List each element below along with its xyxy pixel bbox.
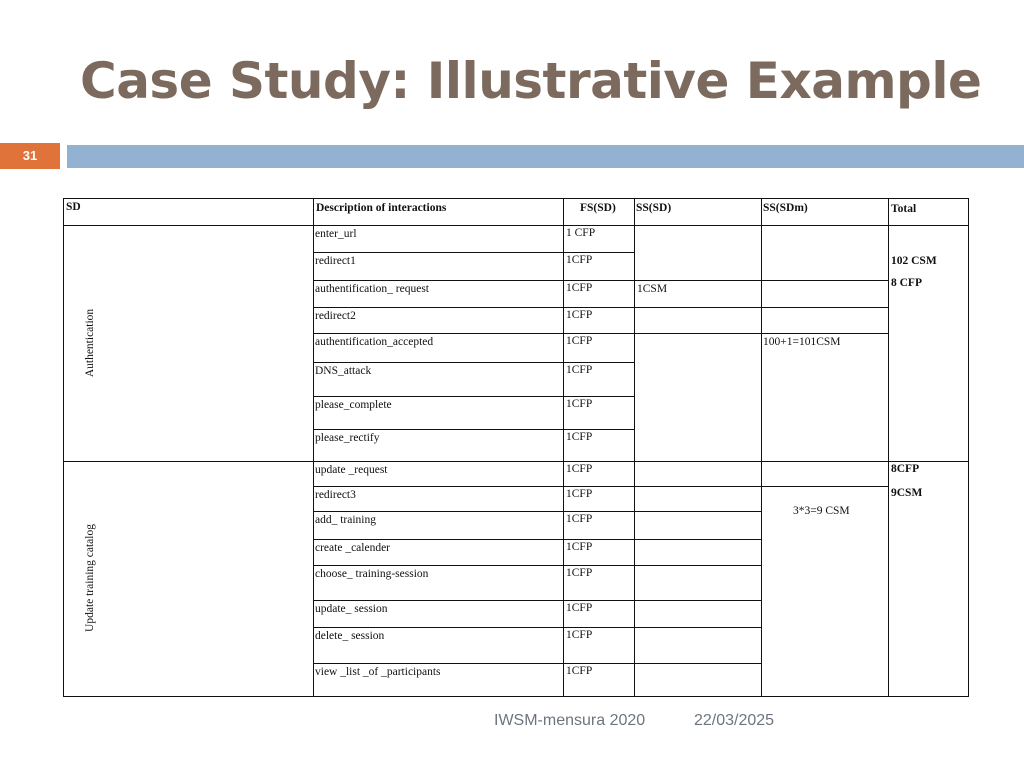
- row-rule: [313, 333, 635, 334]
- header-fs: FS(SD): [580, 202, 616, 214]
- row-fs-value: 1CFP: [566, 488, 593, 500]
- desc-column-rule: [313, 198, 314, 697]
- row-fs-value: 1CFP: [566, 567, 593, 579]
- row-description: enter_url: [315, 228, 357, 240]
- row-rule: [313, 307, 635, 308]
- row-rule: [313, 663, 762, 664]
- group-ssm-value: 3*3=9 CSM: [793, 505, 850, 517]
- group-label-update-training-catalog: Update training catalog: [84, 524, 96, 632]
- footer-conference: IWSM-mensura 2020: [494, 712, 646, 729]
- ss-column-rule: [634, 198, 635, 697]
- row-description: redirect3: [315, 489, 356, 501]
- row-fs-value: 1CFP: [566, 665, 593, 677]
- group-separator-rule: [63, 461, 969, 462]
- table-bottom-border: [63, 696, 969, 697]
- row-rule: [313, 511, 762, 512]
- table-top-border: [63, 198, 969, 199]
- row-fs-value: 1CFP: [566, 398, 593, 410]
- fs-column-rule: [563, 198, 564, 697]
- row-fs-value: 1CFP: [566, 309, 593, 321]
- header-description: Description of interactions: [316, 202, 447, 214]
- row-fs-value: 1CFP: [566, 629, 593, 641]
- row-fs-value: 1CFP: [566, 254, 593, 266]
- header-bottom-rule: [63, 225, 969, 226]
- row-description: redirect2: [315, 310, 356, 322]
- row-description: redirect1: [315, 255, 356, 267]
- row-rule: [313, 539, 762, 540]
- header-ss: SS(SD): [636, 202, 672, 214]
- group-ssm-value: 100+1=101CSM: [763, 336, 841, 348]
- header-total: Total: [891, 203, 917, 215]
- row-description: please_rectify: [315, 432, 380, 444]
- row-fs-value: 1CFP: [566, 602, 593, 614]
- group-total-csm: 102 CSM: [891, 255, 937, 267]
- row-description: update _request: [315, 464, 388, 476]
- row-rule: [761, 333, 889, 334]
- table-left-border: [63, 198, 64, 697]
- row-rule: [313, 280, 635, 281]
- slide-title: Case Study: Illustrative Example: [80, 52, 982, 110]
- row-rule: [313, 252, 635, 253]
- row-fs-value: 1CFP: [566, 335, 593, 347]
- row-rule: [313, 429, 635, 430]
- row-description: DNS_attack: [315, 365, 372, 377]
- row-description: update_ session: [315, 603, 388, 615]
- group-total-cfp: 8 CFP: [891, 277, 922, 289]
- row-rule: [313, 486, 762, 487]
- row-fs-value: 1CFP: [566, 282, 593, 294]
- group-total-cfp: 8CFP: [891, 463, 920, 475]
- row-rule: [313, 396, 635, 397]
- group-ss-value: 1CSM: [637, 283, 668, 295]
- row-fs-value: 1CFP: [566, 431, 593, 443]
- row-fs-value: 1CFP: [566, 364, 593, 376]
- row-fs-value: 1 CFP: [566, 227, 596, 239]
- row-rule: [634, 280, 762, 281]
- row-fs-value: 1CFP: [566, 541, 593, 553]
- row-rule: [761, 307, 889, 308]
- row-description: delete_ session: [315, 630, 385, 642]
- row-rule: [313, 600, 762, 601]
- row-description: please_complete: [315, 399, 392, 411]
- group-label-authentication: Authentication: [84, 308, 96, 378]
- slide-number-badge: 31: [0, 143, 60, 169]
- row-description: add_ training: [315, 514, 376, 526]
- row-fs-value: 1CFP: [566, 513, 593, 525]
- row-rule: [634, 307, 762, 308]
- row-rule: [761, 486, 889, 487]
- row-rule: [313, 627, 762, 628]
- row-rule: [313, 565, 762, 566]
- table-right-border: [968, 198, 969, 697]
- footer-date: 22/03/2025: [694, 712, 775, 729]
- row-description: authentification_ request: [315, 283, 430, 295]
- header-ssm: SS(SDm): [763, 202, 808, 214]
- row-rule: [761, 280, 889, 281]
- total-column-rule: [888, 198, 889, 697]
- row-description: authentification_accepted: [315, 336, 434, 348]
- row-description: create _calender: [315, 542, 391, 554]
- ssm-column-rule: [761, 198, 762, 697]
- row-description: view _list _of _participants: [315, 666, 441, 678]
- header-sd: SD: [66, 201, 81, 213]
- group-total-csm: 9CSM: [891, 487, 923, 499]
- row-description: choose_ training-session: [315, 568, 429, 580]
- row-rule: [313, 362, 635, 363]
- row-rule: [634, 333, 762, 334]
- row-fs-value: 1CFP: [566, 463, 593, 475]
